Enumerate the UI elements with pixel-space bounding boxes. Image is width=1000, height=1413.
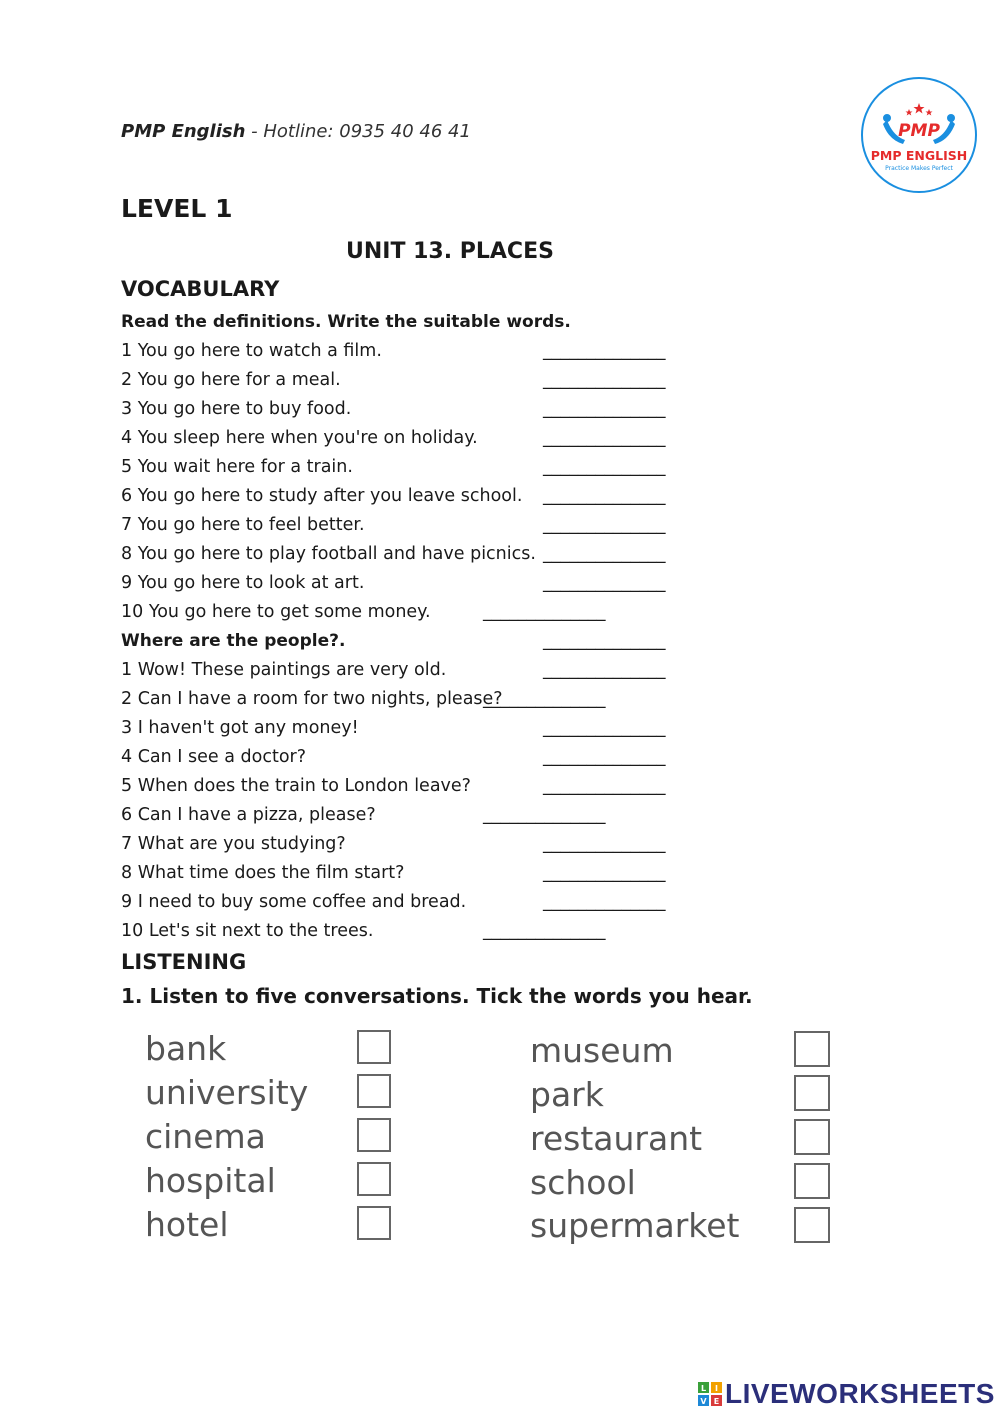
answer-blank[interactable]: ______________	[543, 747, 666, 767]
checkbox-park[interactable]	[794, 1075, 830, 1111]
svg-text:V: V	[700, 1397, 707, 1406]
vocab-item	[121, 341, 721, 365]
where-item	[121, 834, 721, 858]
checkbox-museum[interactable]	[794, 1031, 830, 1067]
answer-blank[interactable]: ______________	[543, 341, 666, 361]
liveworksheets-logo-icon	[697, 1381, 723, 1407]
word-cinema: cinema	[145, 1117, 266, 1156]
vocab-item-text: 10 You go here to get some money.	[121, 602, 431, 622]
where-item-text: 4 Can I see a doctor?	[121, 747, 307, 767]
where-item-text: 5 When does the train to London leave?	[121, 776, 471, 796]
svg-text:I: I	[715, 1384, 718, 1393]
vocab-item-text: 7 You go here to feel better.	[121, 515, 365, 535]
word-university: university	[145, 1073, 309, 1112]
logo-name: PMP ENGLISH	[870, 148, 968, 163]
word-restaurant: restaurant	[530, 1119, 703, 1158]
vocab-item	[121, 399, 721, 423]
where-item	[121, 776, 721, 800]
answer-blank[interactable]: ______________	[543, 660, 666, 680]
listening-heading: LISTENING	[121, 950, 247, 974]
listening-instruction: 1. Listen to five conversations. Tick the words you hear.	[121, 984, 753, 1008]
brand-name: PMP English	[121, 121, 246, 142]
where-item-text: 7 What are you studying?	[121, 834, 346, 854]
where-item-text: 8 What time does the film start?	[121, 863, 405, 883]
vocab-item-text: 5 You wait here for a train.	[121, 457, 353, 477]
svg-text:E: E	[713, 1397, 720, 1406]
answer-blank[interactable]: ______________	[543, 486, 666, 506]
vocab-item	[121, 370, 721, 394]
where-item-text: 10 Let's sit next to the trees.	[121, 921, 374, 941]
vocab-item	[121, 457, 721, 481]
answer-blank[interactable]: ______________	[543, 428, 666, 448]
answer-blank[interactable]: ______________	[543, 399, 666, 419]
where-item	[121, 689, 721, 713]
svg-text:L: L	[700, 1384, 707, 1393]
vocab-item-text: 2 You go here for a meal.	[121, 370, 341, 390]
pmp-logo	[859, 76, 979, 194]
vocab-item-text: 1 You go here to watch a film.	[121, 341, 382, 361]
answer-blank[interactable]: ______________	[543, 370, 666, 390]
answer-blank[interactable]: ______________	[543, 544, 666, 564]
answer-blank[interactable]: ______________	[543, 863, 666, 883]
answer-blank[interactable]: ______________	[543, 834, 666, 854]
vocab-item	[121, 602, 721, 626]
checkbox-cinema[interactable]	[357, 1118, 391, 1152]
logo-tagline: Practice Makes Perfect	[885, 165, 953, 172]
word-school: school	[530, 1163, 636, 1202]
where-item-text: 3 I haven't got any money!	[121, 718, 359, 738]
where-item	[121, 892, 721, 916]
logo-mark: PMP	[898, 121, 940, 141]
vocab-item-text: 4 You sleep here when you're on holiday.	[121, 428, 478, 448]
vocab-item-text: 3 You go here to buy food.	[121, 399, 352, 419]
checkbox-restaurant[interactable]	[794, 1119, 830, 1155]
level-title: LEVEL 1	[121, 194, 233, 223]
hotline: - Hotline: 0935 40 46 41	[245, 121, 471, 142]
word-supermarket: supermarket	[530, 1206, 740, 1245]
checkbox-bank[interactable]	[357, 1030, 391, 1064]
answer-blank[interactable]: ______________	[483, 689, 606, 709]
word-hotel: hotel	[145, 1205, 229, 1244]
where-item	[121, 718, 721, 742]
answer-blank[interactable]: ______________	[543, 457, 666, 477]
checkbox-university[interactable]	[357, 1074, 391, 1108]
where-instruction: Where are the people?.	[121, 631, 346, 651]
where-item	[121, 921, 721, 945]
answer-blank[interactable]: ______________	[483, 602, 606, 622]
vocab-item	[121, 544, 721, 568]
where-item-text: 1 Wow! These paintings are very old.	[121, 660, 447, 680]
header-line	[121, 121, 471, 142]
checkbox-hotel[interactable]	[357, 1206, 391, 1240]
answer-blank[interactable]: ______________	[543, 573, 666, 593]
answer-blank[interactable]: ______________	[483, 921, 606, 941]
liveworksheets-footer	[697, 1377, 995, 1411]
checkbox-hospital[interactable]	[357, 1162, 391, 1196]
word-hospital: hospital	[145, 1161, 276, 1200]
vocab-item	[121, 515, 721, 539]
vocab-item-text: 6 You go here to study after you leave school.	[121, 486, 523, 506]
where-item-text: 9 I need to buy some coffee and bread.	[121, 892, 467, 912]
answer-blank[interactable]: ______________	[543, 892, 666, 912]
answer-blank[interactable]: ______________	[543, 515, 666, 535]
vocab-item	[121, 573, 721, 597]
vocabulary-instruction: Read the definitions. Write the suitable words.	[121, 312, 571, 332]
vocab-item	[121, 486, 721, 510]
where-item	[121, 863, 721, 887]
vocab-item-text: 8 You go here to play football and have picnics.	[121, 544, 536, 564]
unit-title: UNIT 13. PLACES	[346, 239, 554, 264]
where-item	[121, 660, 721, 684]
answer-blank[interactable]: ______________	[483, 805, 606, 825]
vocab-item	[121, 428, 721, 452]
answer-blank[interactable]: ______________	[543, 718, 666, 738]
word-museum: museum	[530, 1031, 674, 1070]
answer-blank[interactable]: ______________	[543, 776, 666, 796]
word-park: park	[530, 1075, 604, 1114]
liveworksheets-brand[interactable]: LIVEWORKSHEETS	[725, 1378, 995, 1409]
where-item	[121, 747, 721, 771]
checkbox-supermarket[interactable]	[794, 1207, 830, 1243]
where-instruction-row	[121, 631, 721, 655]
vocabulary-heading: VOCABULARY	[121, 277, 280, 301]
where-item	[121, 805, 721, 829]
checkbox-school[interactable]	[794, 1163, 830, 1199]
where-item-text: 6 Can I have a pizza, please?	[121, 805, 376, 825]
where-item-text: 2 Can I have a room for two nights, please?	[121, 689, 503, 709]
vocab-item-text: 9 You go here to look at art.	[121, 573, 365, 593]
word-bank: bank	[145, 1029, 227, 1068]
answer-blank[interactable]: ______________	[543, 631, 666, 651]
